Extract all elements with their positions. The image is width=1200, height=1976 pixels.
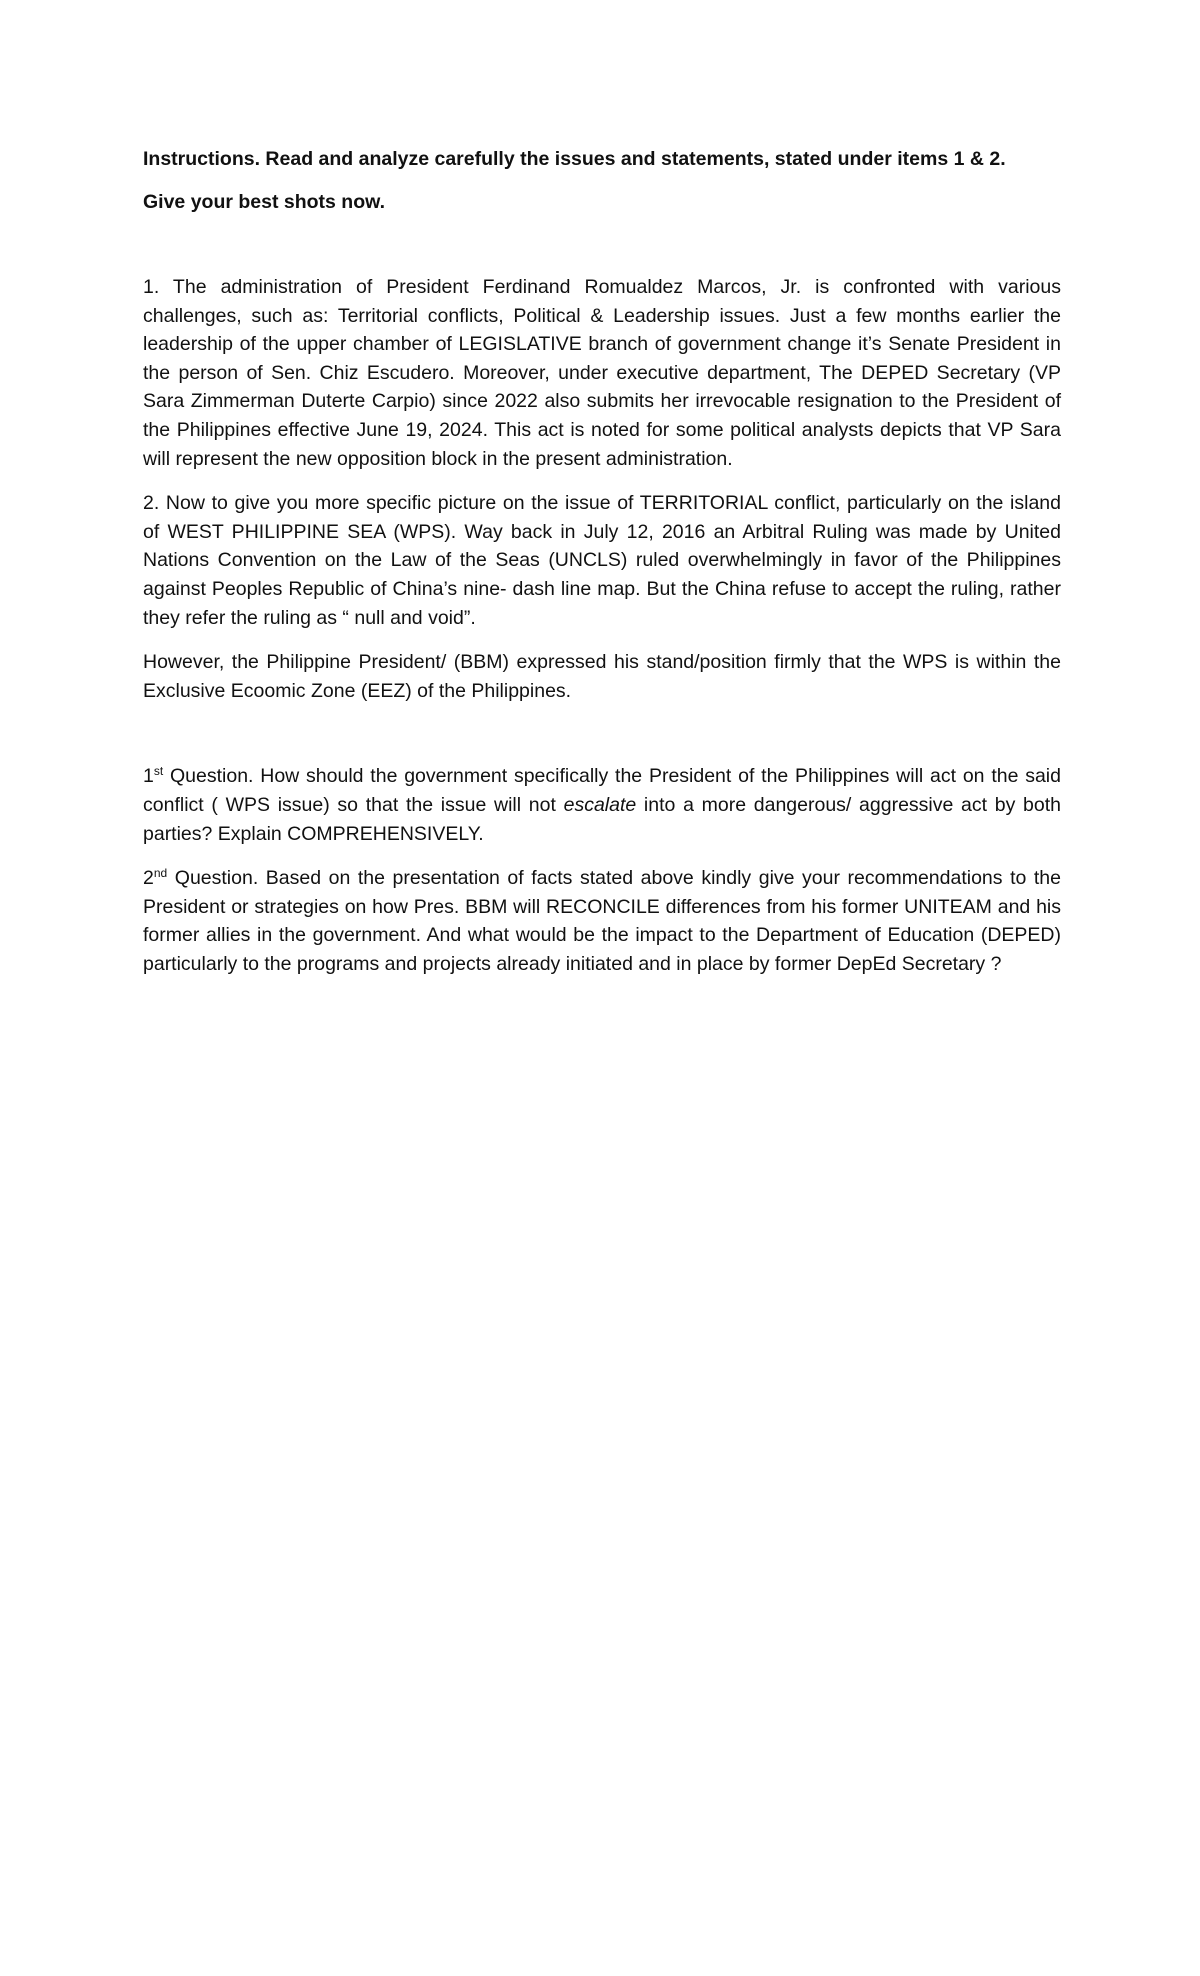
item-2-paragraph: 2. Now to give you more specific picture on the issue of TERRITORIAL conflict, particularly on the island of WEST PHILIPPINE SEA (WPS). Way back in July 12, 2016 an Arbitral Ruling was made by United Nations Convention on the Law of the Seas (UNCLS) ruled overwhelmingly in favor of the Philippines against Peoples Republic of China’s nine- dash line map. But the China refuse to accept the ruling, rather they refer the ruling as “ null and void”. — [143, 492, 1061, 629]
question-1-text-after: into a more dangerous/ aggressive act by both parties? Explain COMPREHENSIVELY. — [143, 793, 1062, 845]
question-1-number: 1 — [143, 765, 154, 788]
question-2-ordinal-suffix: nd — [153, 866, 168, 881]
instructions-heading: Instructions. Read and analyze carefully the issues and statements, stated under items 1 & 2. — [143, 148, 1006, 170]
question-2-number: 2 — [143, 867, 154, 890]
document-page — [143, 145, 1061, 978]
instructions-subheading: Give your best shots now. — [143, 191, 385, 213]
item-1-paragraph: 1. The administration of President Ferdinand Romualdez Marcos, Jr. is confronted with various challenges, such as: Territorial conflicts, Political & Leadership issues. Just a few months earlier the leadership of the upper chamber of LEGISLATIVE branch of government change it’s Senate President in the person of Sen. Chiz Escudero. Moreover, under executive department, The DEPED Secretary (VP Sara Zimmerman Duterte Carpio) since 2022 also submits her irrevocable resignation to the President of the Philippines effective June 19, 2024. This act is noted for some political analysts depicts that VP Sara will represent the new opposition block in the present administration. — [143, 276, 1061, 470]
question-1-emphasis: escalate — [563, 793, 637, 816]
however-paragraph: However, the Philippine President/ (BBM) expressed his stand/position firmly that the WPS is within the Exclusive Ecoomic Zone (EEZ) of the Philippines. — [143, 651, 1061, 702]
question-1-paragraph — [143, 762, 1061, 848]
question-1-text-before: Question. How should the government specifically the President of the Philippines will act on the said conflict ( WPS issue) so that the issue will not — [143, 765, 1061, 816]
question-1-ordinal-suffix: st — [153, 764, 164, 779]
question-2-paragraph — [143, 864, 1061, 978]
question-2-text: Question. Based on the presentation of facts stated above kindly give your recommendations to the President or strategies on how Pres. BBM will RECONCILE differences from his former UNITEAM and his former allies in the government. And what would be the impact to the Department of Education (DEPED) particularly to the programs and projects already initiated and in place by former DepEd Secretary ? — [143, 867, 1061, 975]
